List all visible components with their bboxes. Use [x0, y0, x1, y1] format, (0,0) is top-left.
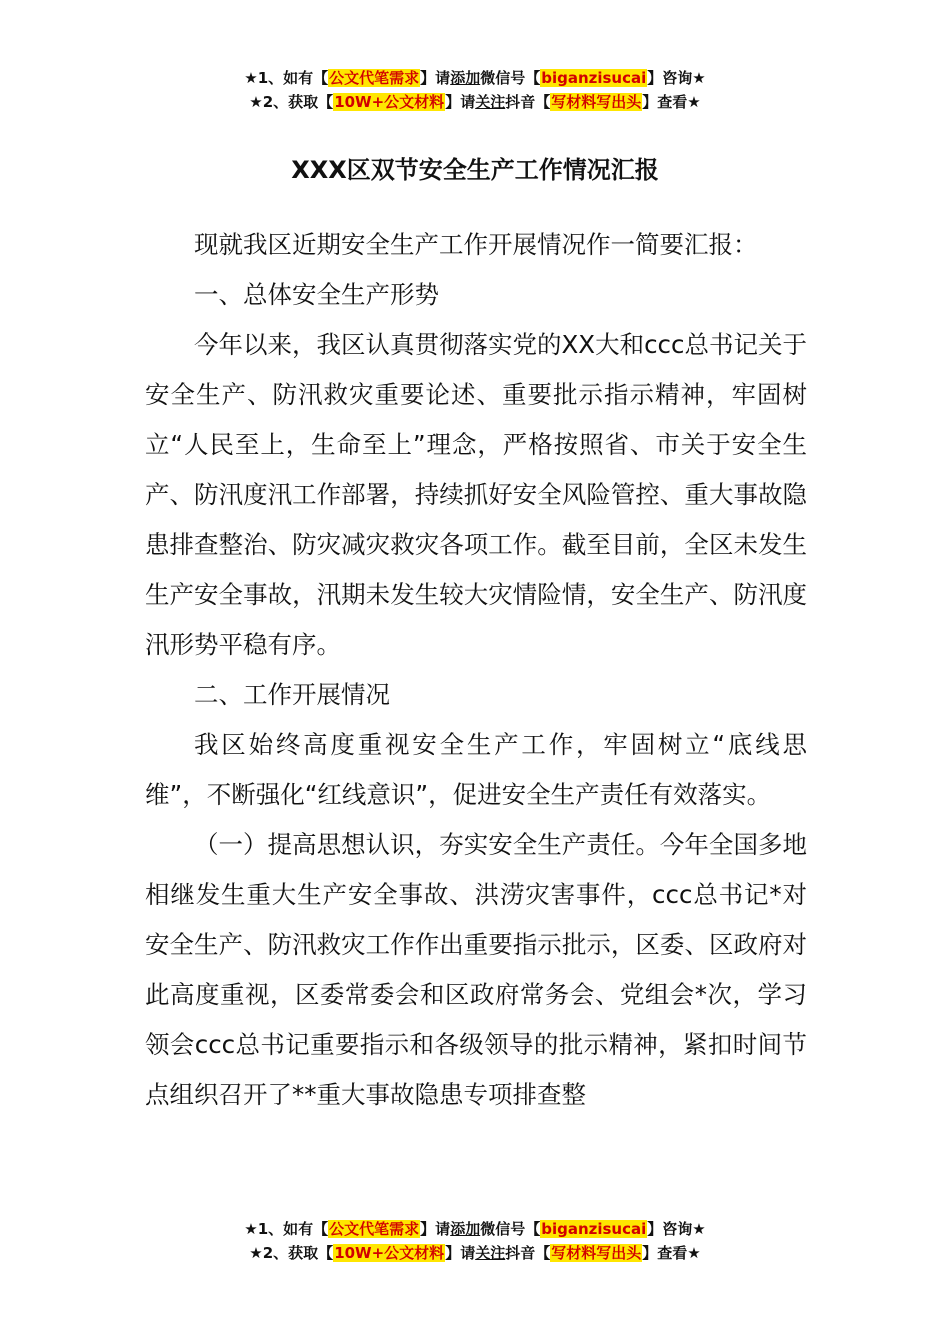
footer-banner — [0, 1217, 950, 1265]
highlight-materials: 10W+公文材料 — [334, 1244, 445, 1262]
highlight-douyin: 写材料写出头 — [551, 93, 642, 111]
highlight-service: 公文代笔需求 — [329, 1220, 420, 1238]
highlight-wechat-id: biganzisucai — [541, 1220, 647, 1238]
banner-line-1: ★1、如有【公文代笔需求】请添加微信号【biganzisucai】咨询★ — [244, 1220, 706, 1238]
highlight-service: 公文代笔需求 — [329, 69, 420, 87]
highlight-douyin: 写材料写出头 — [551, 1244, 642, 1262]
highlight-materials: 10W+公文材料 — [334, 93, 445, 111]
document-title: XXX区双节安全生产工作情况汇报 — [291, 156, 659, 184]
paragraph: 今年以来，我区认真贯彻落实党的XX大和ccc总书记关于安全生产、防汛救灾重要论述、重要批示指示精神，牢固树立“人民至上，生命至上”理念，严格按照省、市关于安全生产、防汛度汛工作部署，持续抓好安全风险管控、重大事故隐患排查整治、防灾减灾救灾各项工作。截至目前，全区未发生生产安全事故，汛期未发生较大灾情险情，安全生产、防汛度汛形势平稳有序。 — [145, 330, 807, 659]
highlight-wechat-id: biganzisucai — [541, 69, 647, 87]
document-body — [145, 220, 807, 1120]
section-heading: 二、工作开展情况 — [194, 680, 390, 709]
banner-line-2: ★2、获取【10W+公文材料】请关注抖音【写材料写出头】查看★ — [249, 93, 701, 111]
section-heading: 一、总体安全生产形势 — [194, 280, 439, 309]
header-banner — [0, 66, 950, 114]
banner-line-1: ★1、如有【公文代笔需求】请添加微信号【biganzisucai】咨询★ — [244, 69, 706, 87]
paragraph: 现就我区近期安全生产工作开展情况作一简要汇报： — [194, 230, 758, 259]
paragraph: （一）提高思想认识，夯实安全生产责任。今年全国多地相继发生重大生产安全事故、洪涝灾害事件，ccc总书记*对安全生产、防汛救灾工作作出重要指示批示，区委、区政府对此高度重视，区委常委会和区政府常务会、党组会*次，学习领会ccc总书记重要指示和各级领导的批示精神，紧扣时间节点组织召开了**重大事故隐患专项排查整 — [145, 830, 807, 1109]
banner-line-2: ★2、获取【10W+公文材料】请关注抖音【写材料写出头】查看★ — [249, 1244, 701, 1262]
paragraph: 我区始终高度重视安全生产工作，牢固树立“底线思维”，不断强化“红线意识”，促进安全生产责任有效落实。 — [145, 730, 807, 809]
